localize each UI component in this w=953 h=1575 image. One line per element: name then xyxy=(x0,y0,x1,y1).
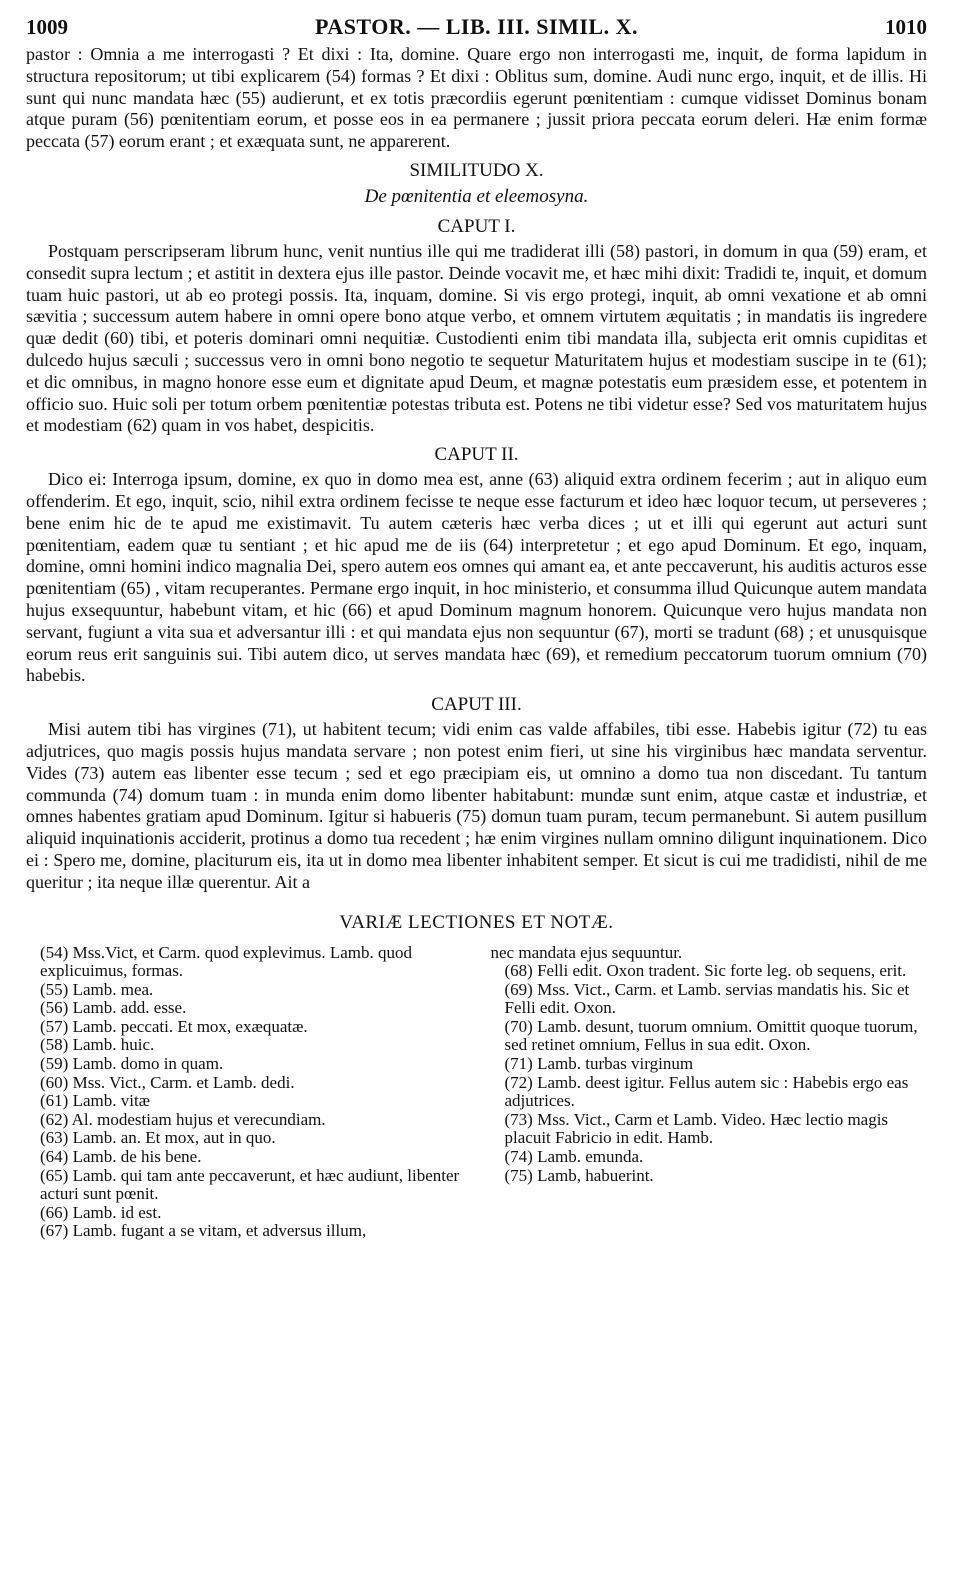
intro-paragraph: pastor : Omnia a me interrogasti ? Et dixi : Ita, domine. Quare ergo non interrogasti me, inquit, de forma lapidum in structura repositorum; ut tibi explicarem (54) formas ? Et dixi : Oblitus sum, domine. Audi nunc ergo, inquit, et de illis. Hi sunt qui nunc mandata hæc (55) audierunt, et ex totis præcordiis egerunt pœnitentiam : cumque vidisset Dominus bonam atque puram (56) pœnitentiam eorum, et posse eos in ea permanere ; jussit priora peccata eorum deleri. Hæ enim formæ peccata (57) eorum erant ; et exæquata sunt, ne apparerent. xyxy=(26,44,927,152)
similitudo-subtitle: De pœnitentia et eleemosyna. xyxy=(364,185,589,207)
running-header xyxy=(26,14,927,44)
notes-column-right xyxy=(491,944,928,1242)
note-item: (64) Lamb. de his bene. xyxy=(40,1147,202,1167)
note-item: (66) Lamb. id est. xyxy=(40,1202,162,1222)
caput-1-paragraph: Postquam perscripseram librum hunc, venit nuntius ille qui me tradiderat illi (58) pastori, in domum in qua (59) eram, et consedit supra lectum ; et astitit in dextera ejus ille pastor. Deinde vocavit me, et hæc mihi dixit: Tradidi te, inquit, et domum tuam huic pastori, ut ab eo protegi possis. Ita, inquam, domine. Si vis ergo protegi, inquit, ab omni vexatione et ab omni sævitia ; successum autem habere in omni opere bono atque verbo, et omnem virtutem æquitatis ; in mandatis iis ingredere quæ dedit (60) tibi, et poteris dominari omni nequitiæ. Custodienti enim tibi mandata illa, subjecta erit omnis cupiditas et dulcedo hujus sæculi ; successus vero in omni bono negotio te sequetur Maturitatem hujus et modestiam suscipe in te (61); et dic omnibus, in magno honore esse eum et dignitate apud Deum, et magnæ potestatis eum præsidem esse, et potentem in officio suo. Huic soli per totum orbem pœnitentiæ potestas tributa est. Potens ne tibi videtur esse? Sed vos maturitatem hujus et modestiam (62) quam in vos habet, despicitis. xyxy=(26,240,927,436)
page-number-left: 1009 xyxy=(26,15,68,39)
note-item: (62) Al. modestiam hujus et verecundiam. xyxy=(40,1109,326,1129)
note-item: (65) Lamb. qui tam ante peccaverunt, et hæc audiunt, libenter acturi sunt pœnit. xyxy=(40,1165,460,1204)
note-item: (54) Mss.Vict, et Carm. quod explevimus. Lamb. quod explicuimus, formas. xyxy=(40,942,412,981)
note-item: (63) Lamb. an. Et mox, aut in quo. xyxy=(40,1128,276,1148)
similitudo-heading: SIMILITUDO X. xyxy=(409,159,544,181)
note-item: (60) Mss. Vict., Carm. et Lamb. dedi. xyxy=(40,1072,295,1092)
page-number-right: 1010 xyxy=(884,15,927,39)
caput-3-heading: CAPUT III. xyxy=(431,694,522,716)
note-item: (74) Lamb. emunda. xyxy=(504,1147,644,1167)
note-item: (71) Lamb. turbas virginum xyxy=(504,1054,694,1074)
note-item: (69) Mss. Vict., Carm. et Lamb. servias mandatis his. Sic et Felli edit. Oxon. xyxy=(504,979,910,1018)
caput-2-paragraph: Dico ei: Interroga ipsum, domine, ex quo in domo mea est, anne (63) aliquid extra ordinem fecerim ; aut in aliquo eum offenderim. Et ego, inquit, scio, nihil extra ordinem fecisse te neque esse facturum et ideo hæc loquor tecum, ut perseveres ; bene enim hic de te apud me existimavit. Tu autem cæteris hæc verba dices ; ut et illi qui egerunt aut acturi sunt pœnitentiam, eadem quæ tu sentiant ; et hic apud me de iis (64) interpretetur ; et ego apud Dominum. Et ego, inquam, domine, omni homini indico magnalia Dei, spero autem eos omnes qui amant ea, et ante peccaverunt, his auditis acturos esse pœnitentiam (65) , vitam recuperantes. Permane ergo inquit, in hoc ministerio, et consumma illud Quicunque autem mandata hujus exsequuntur, habebunt vitam, et hic (66) et apud Dominum magnum honorem. Quicunque vero hujus mandata non servant, fugiunt a vita sua et adversantur illi : et qui mandata ejus non sequuntur (67), morti se tradunt (68) ; et unusquisque eorum reus erit sanguinis sui. Tibi autem dico, ut serves mandata hæc (69), et remedium peccatorum tuorum omnium (70) habebis. xyxy=(26,469,927,686)
notes-heading: VARIÆ LECTIONES ET NOTÆ. xyxy=(339,911,614,933)
caput-3-paragraph: Misi autem tibi has virgines (71), ut habitent tecum; vidi enim cas valde affabiles, tibi esse. Habebis igitur (72) tu eas adjutrices, quo magis possis hujus mandata servare ; non potest enim fieri, ut sine his virginibus hæc mandata serventur. Vides (73) autem eas libenter esse tecum ; sed et ego præcipiam eis, ut omnino a domo tua non discedant. Tu tantum communda (74) domum tuam : in munda enim domo libenter habitabunt: mundæ sunt enim, atque castæ et industriæ, et omnes habentes gratiam apud Dominum. Igitur si habueris (75) domun tuam puram, tecum permanebunt. Si autem pusillum aliquid inquinationis acciderit, protinus a domo tua recedent ; hæ enim virgines nullam omnino diligunt inquinationem. Dico ei : Spero me, domine, placiturum eis, ita ut in domo mea libenter inhabitent semper. Et sicut is cui me tradidisti, nihil de me queritur ; ita neque illæ querentur. Ait a xyxy=(26,719,927,892)
running-title: PASTOR. — LIB. III. SIMIL. X. xyxy=(315,14,638,39)
note-item: (70) Lamb. desunt, tuorum omnium. Omittit quoque tuorum, sed retinet omnium, Fellus in sua edit. Oxon. xyxy=(504,1016,918,1055)
caput-2-heading: CAPUT II. xyxy=(434,444,519,466)
notes-column-left xyxy=(26,944,463,1242)
note-item: (58) Lamb. huic. xyxy=(40,1035,155,1055)
caput-1-heading: CAPUT I. xyxy=(437,215,516,237)
note-item: (75) Lamb, habuerint. xyxy=(504,1165,654,1185)
note-item: (57) Lamb. peccati. Et mox, exæquatæ. xyxy=(40,1016,308,1036)
note-item: (59) Lamb. domo in quam. xyxy=(40,1054,224,1074)
note-item: (55) Lamb. mea. xyxy=(40,979,154,999)
notes-section xyxy=(26,944,927,1242)
note-item: (72) Lamb. deest igitur. Fellus autem sic : Habebis ergo eas adjutrices. xyxy=(504,1072,909,1111)
note-item: (73) Mss. Vict., Carm et Lamb. Video. Hæc lectio magis placuit Fabricio in edit. Hamb. xyxy=(504,1109,889,1148)
note-item: nec mandata ejus sequuntur. xyxy=(490,942,683,962)
note-item: (56) Lamb. add. esse. xyxy=(40,998,187,1018)
note-item: (68) Felli edit. Oxon tradent. Sic forte leg. ob sequens, erit. xyxy=(504,961,907,981)
main-text xyxy=(26,44,927,894)
note-item: (61) Lamb. vitæ xyxy=(40,1091,151,1111)
note-item: (67) Lamb. fugant a se vitam, et adversus illum, xyxy=(40,1221,367,1241)
